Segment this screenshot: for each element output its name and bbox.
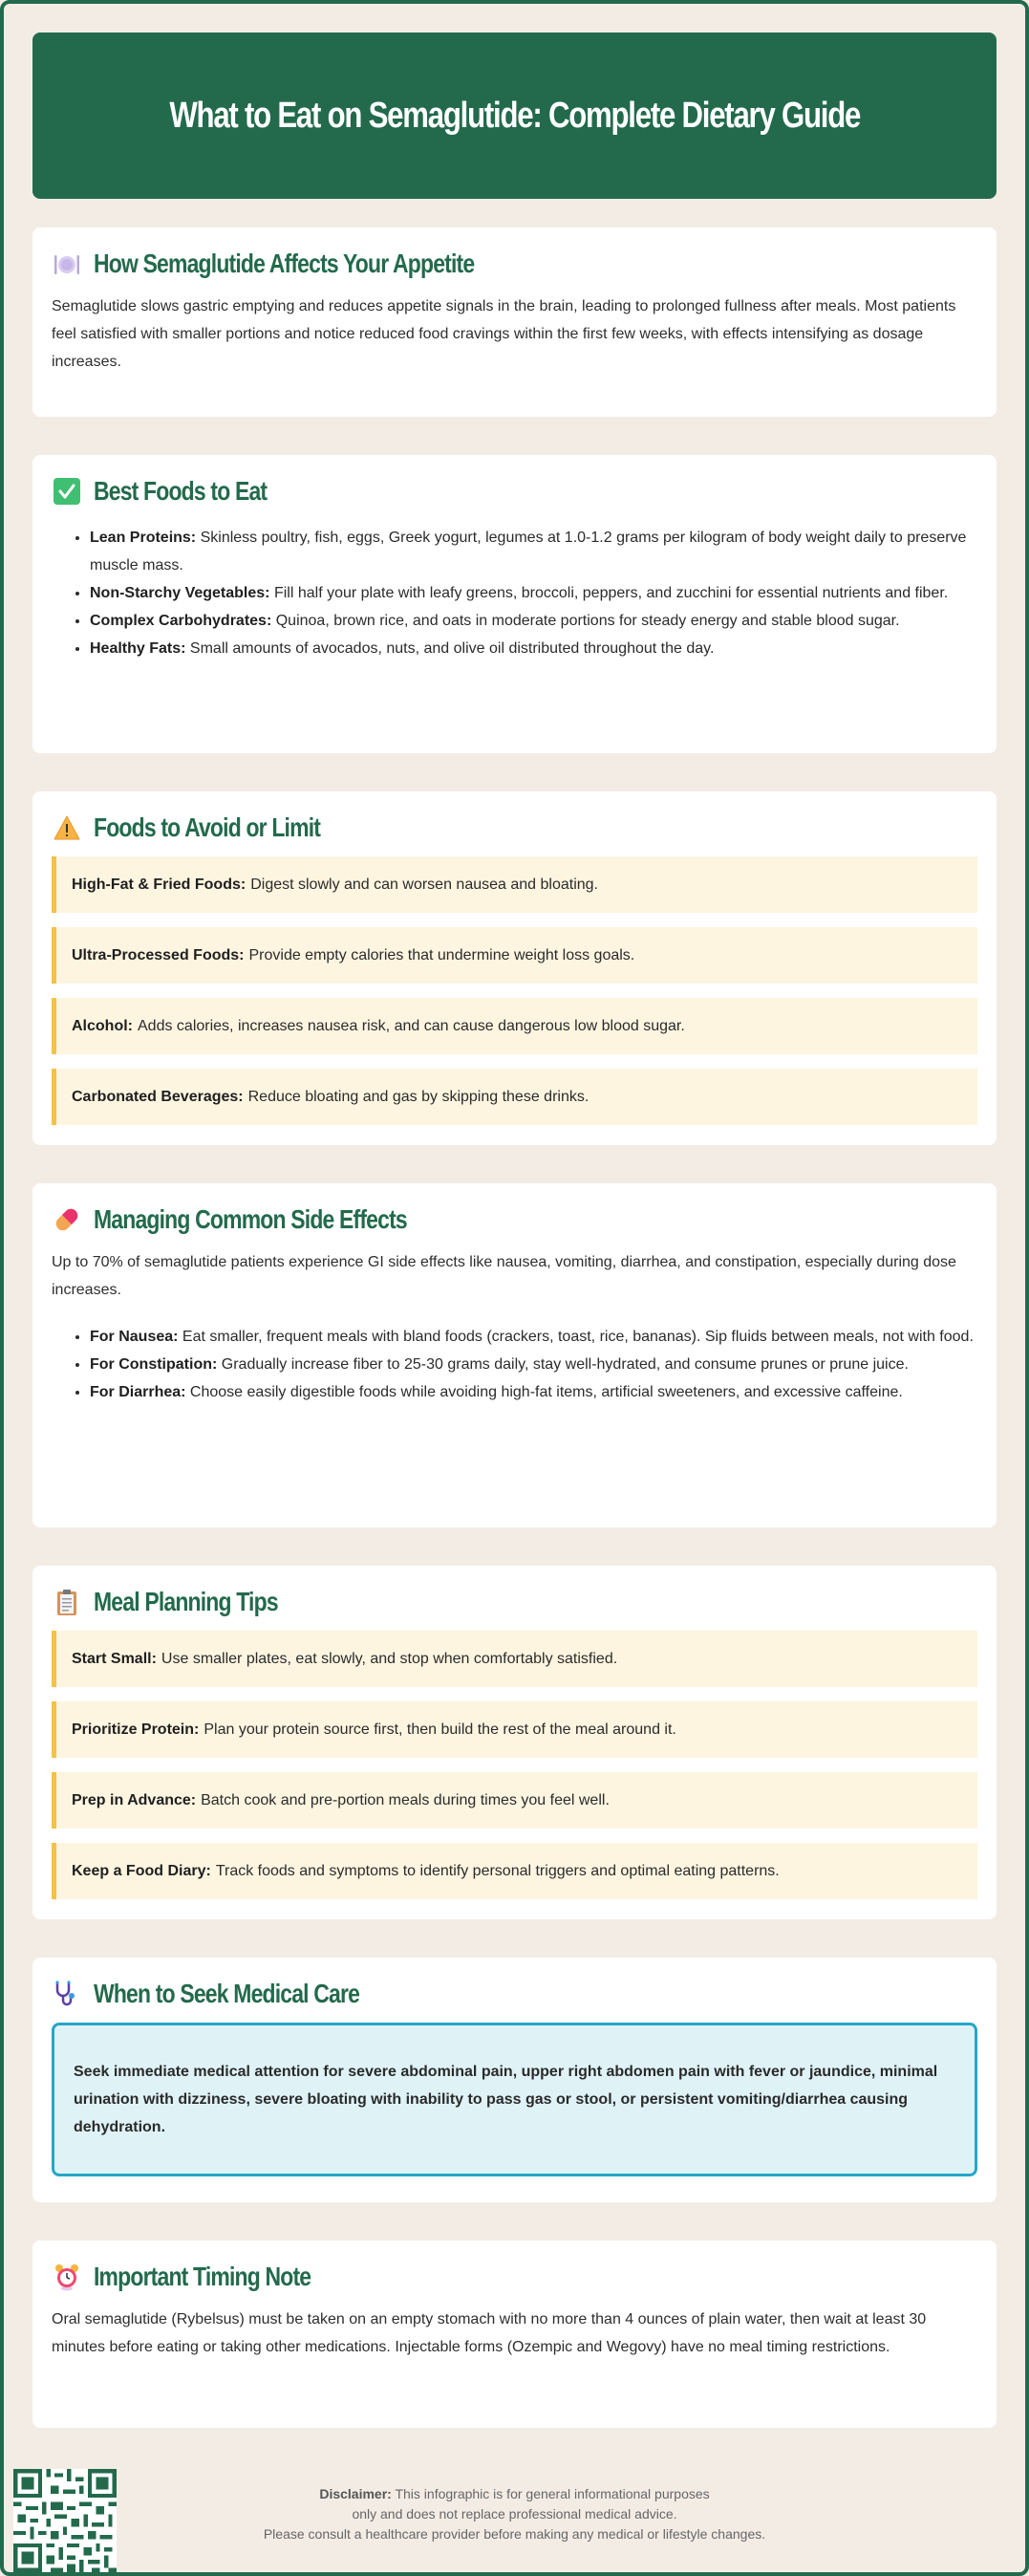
list-item xyxy=(90,1351,977,1378)
side-effects-list xyxy=(52,1323,977,1406)
clipboard-icon xyxy=(52,1587,82,1617)
meal-tips-list xyxy=(52,1631,977,1899)
item-label: Lean Proteins: xyxy=(90,530,197,546)
avoid-list xyxy=(52,856,977,1125)
list-item xyxy=(90,524,977,579)
item-text: Choose easily digestible foods while avoiding high-fat items, artificial sweeteners, and excessive caffeine. xyxy=(189,1384,903,1400)
item-text: Digest slowly and can worsen nausea and bloating. xyxy=(250,876,598,893)
footer xyxy=(8,2457,1021,2568)
plate-utensils-icon xyxy=(52,249,82,279)
list-item xyxy=(90,1323,977,1351)
item-label: Alcohol: xyxy=(72,1017,133,1034)
section-meal-planning xyxy=(32,1566,997,1919)
avoid-item xyxy=(52,927,977,984)
section-heading xyxy=(52,476,977,507)
item-text: Eat smaller, frequent meals with bland foods (crackers, toast, rice, bananas). Sip fluids between meals, not with food. xyxy=(182,1329,974,1345)
item-label: Ultra-Processed Foods: xyxy=(72,946,245,963)
section-appetite xyxy=(32,227,997,417)
page-title: What to Eat on Semaglutide: Complete Dietary Guide xyxy=(169,95,860,136)
section-title: How Semaglutide Affects Your Appetite xyxy=(94,249,475,278)
item-text: Batch cook and pre-portion meals during times you feel well. xyxy=(201,1791,610,1808)
item-label: For Nausea: xyxy=(90,1329,179,1345)
list-item xyxy=(90,579,977,607)
section-avoid xyxy=(32,791,997,1145)
section-side-effects xyxy=(32,1183,997,1527)
item-text: Fill half your plate with leafy greens, broccoli, peppers, and zucchini for essential nutrients and fiber. xyxy=(273,585,949,601)
item-label: Prioritize Protein: xyxy=(72,1721,200,1738)
meal-tip xyxy=(52,1772,977,1829)
warning-icon xyxy=(52,812,82,843)
item-text: Track foods and symptoms to identify personal triggers and optimal eating patterns. xyxy=(215,1862,780,1879)
item-label: Healthy Fats: xyxy=(90,640,186,657)
meal-tip xyxy=(52,1843,977,1899)
section-best-foods xyxy=(32,455,997,753)
disclaimer-line-1: This infographic is for general informational purposes xyxy=(395,2486,710,2501)
disclaimer-label: Disclaimer: xyxy=(319,2486,392,2501)
avoid-item xyxy=(52,856,977,913)
check-mark-icon xyxy=(52,476,82,507)
section-title: Meal Planning Tips xyxy=(94,1587,278,1616)
item-text: Quinoa, brown rice, and oats in moderate portions for steady energy and stable blood sugar. xyxy=(275,613,900,629)
section-title: Important Timing Note xyxy=(94,2262,311,2291)
item-text: Use smaller plates, eat slowly, and stop when comfortably satisfied. xyxy=(161,1650,618,1667)
section-heading xyxy=(52,1587,977,1617)
item-label: For Diarrhea: xyxy=(90,1384,186,1400)
section-heading xyxy=(52,812,977,843)
best-foods-list xyxy=(52,524,977,662)
item-text: Plan your protein source first, then build the rest of the meal around it. xyxy=(204,1721,676,1738)
item-text: Reduce bloating and gas by skipping these drinks. xyxy=(247,1088,590,1105)
item-label: For Constipation: xyxy=(90,1356,218,1373)
list-item xyxy=(90,607,977,635)
section-title: Foods to Avoid or Limit xyxy=(94,812,321,842)
item-label: Carbonated Beverages: xyxy=(72,1088,244,1105)
section-body: Oral semaglutide (Rybelsus) must be taken on an empty stomach with no more than 4 ounces of plain water, then wait at least 30 minutes before eating or taking other medications. Injectable forms (Ozempic and Wegovy) have no meal timing restrictions. xyxy=(52,2311,927,2355)
disclaimer-line-3: Please consult a healthcare provider before making any medical or lifestyle changes. xyxy=(263,2526,766,2542)
disclaimer xyxy=(8,2484,1021,2544)
pill-icon xyxy=(52,1204,82,1235)
item-label: Start Small: xyxy=(72,1650,157,1667)
page-header xyxy=(32,32,997,199)
item-text: Adds calories, increases nausea risk, and can cause dangerous low blood sugar. xyxy=(138,1017,685,1034)
item-label: Prep in Advance: xyxy=(72,1791,197,1808)
list-item xyxy=(90,1378,977,1406)
section-title: Managing Common Side Effects xyxy=(94,1204,407,1234)
section-title: Best Foods to Eat xyxy=(94,476,268,506)
section-timing xyxy=(32,2240,997,2428)
section-intro: Up to 70% of semaglutide patients experience GI side effects like nausea, vomiting, diarrhea, and constipation, especially during dose increases. xyxy=(52,1254,956,1298)
item-label: High-Fat & Fried Foods: xyxy=(72,876,247,893)
alarm-clock-icon xyxy=(52,2262,82,2292)
meal-tip xyxy=(52,1701,977,1758)
section-heading xyxy=(52,2262,977,2292)
section-heading xyxy=(52,1204,977,1235)
section-heading xyxy=(52,1979,977,2009)
medical-alert: Seek immediate medical attention for severe abdominal pain, upper right abdomen pain with fever or jaundice, minimal urination with dizziness, severe bloating with inability to pass gas or stool, or persistent vomiting/diarrhea causing dehydration. xyxy=(52,2023,977,2176)
section-medical-care xyxy=(32,1958,997,2202)
section-heading xyxy=(52,249,977,279)
item-text: Skinless poultry, fish, eggs, Greek yogurt, legumes at 1.0-1.2 grams per kilogram of body weight daily to preserve muscle mass. xyxy=(90,530,967,574)
item-text: Gradually increase fiber to 25-30 grams daily, stay well-hydrated, and consume prunes or prune juice. xyxy=(221,1356,909,1373)
item-label: Complex Carbohydrates: xyxy=(90,613,272,629)
avoid-item xyxy=(52,998,977,1054)
disclaimer-line-2: only and does not replace professional medical advice. xyxy=(352,2506,677,2522)
section-title: When to Seek Medical Care xyxy=(94,1979,360,2008)
item-text: Small amounts of avocados, nuts, and olive oil distributed throughout the day. xyxy=(189,640,715,657)
item-text: Provide empty calories that undermine weight loss goals. xyxy=(248,946,635,963)
item-label: Keep a Food Diary: xyxy=(72,1862,211,1879)
list-item xyxy=(90,635,977,662)
meal-tip xyxy=(52,1631,977,1687)
section-body: Semaglutide slows gastric emptying and reduces appetite signals in the brain, leading to prolonged fullness after meals. Most patients feel satisfied with smaller portions and notice reduced food cravings within the first few weeks, with effects intensifying as dosage increases. xyxy=(52,298,956,370)
stethoscope-icon xyxy=(52,1979,82,2009)
avoid-item xyxy=(52,1069,977,1125)
item-label: Non-Starchy Vegetables: xyxy=(90,585,270,601)
